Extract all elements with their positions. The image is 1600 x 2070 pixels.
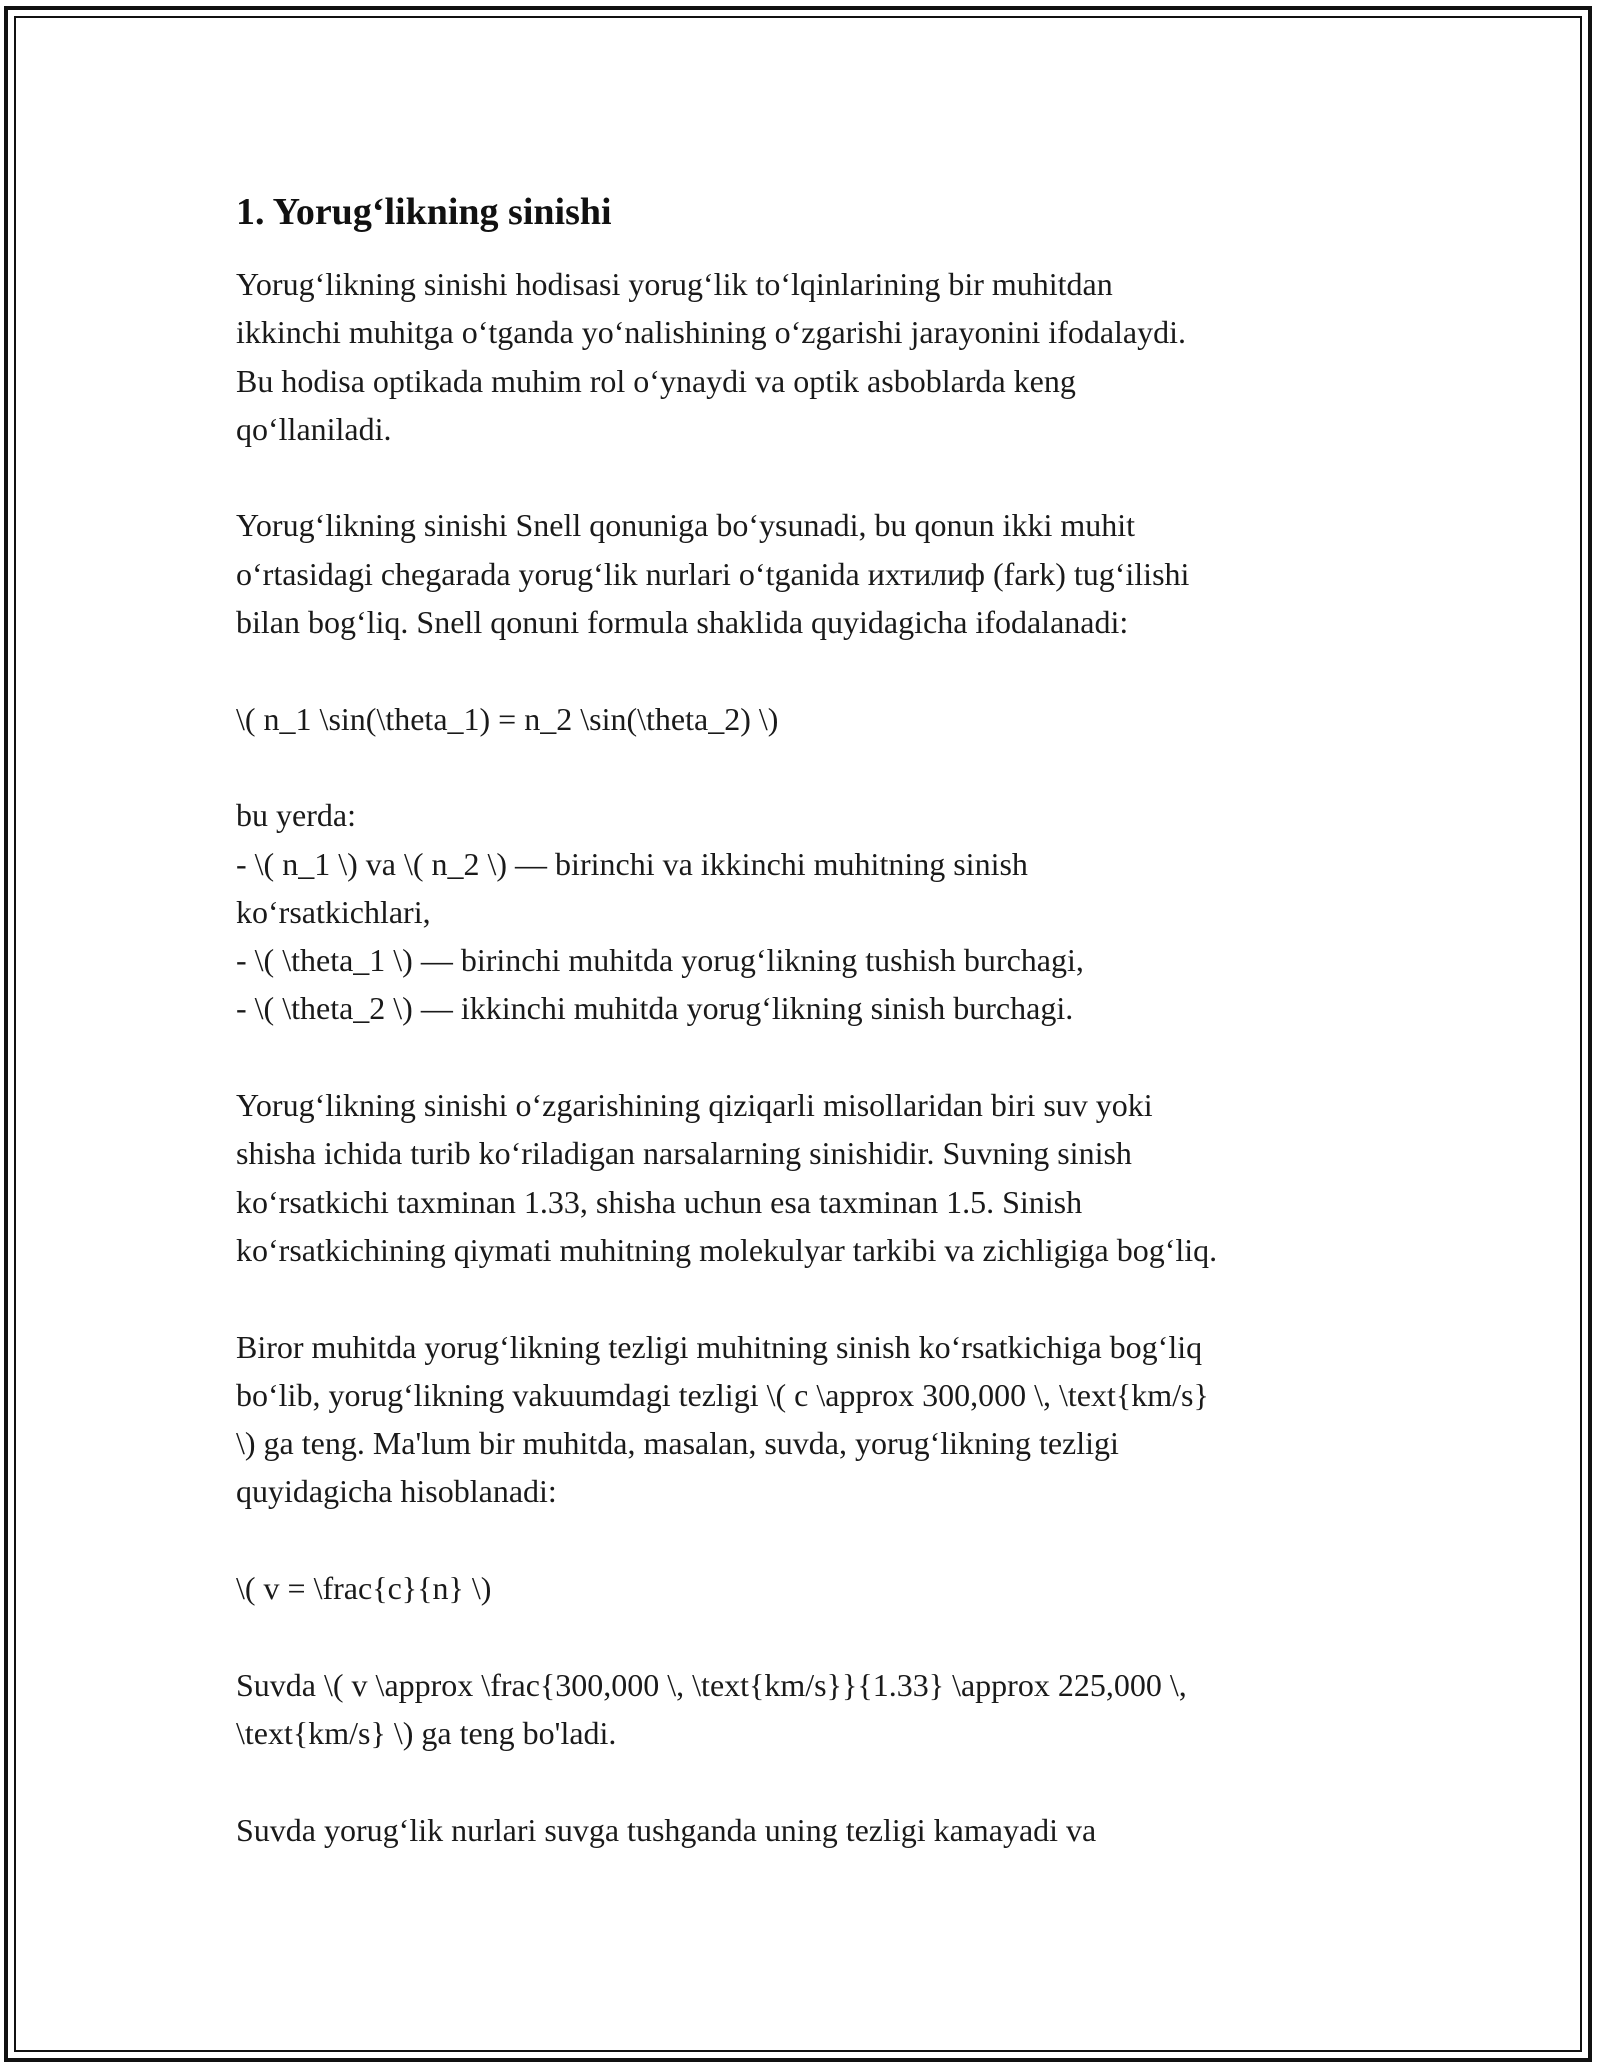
text-line: Biror muhitda yorug‘likning tezligi muhitning sinish ko‘rsatkichiga bog‘liq bbox=[236, 1328, 1203, 1365]
text-line: shisha ichida turib ko‘riladigan narsalarning sinishidir. Suvning sinish bbox=[236, 1135, 1132, 1172]
text-line: quyidagicha hisoblanadi: bbox=[236, 1473, 557, 1510]
formula-line: \( n_1 \sin(\theta_1) = n_2 \sin(\theta_2) \) bbox=[236, 700, 779, 737]
paragraph-gap bbox=[236, 453, 1396, 501]
document-body bbox=[236, 186, 1396, 1854]
text-line: \text{km/s} \) ga teng bo'ladi. bbox=[236, 1714, 617, 1751]
text-line: Suvda \( v \approx \frac{300,000 \, \text{km/s}}{1.33} \approx 225,000 \, bbox=[236, 1666, 1187, 1703]
paragraph-snell bbox=[236, 501, 1396, 646]
text-line: Bu hodisa optikada muhim rol o‘ynaydi va optik asboblarda keng bbox=[236, 362, 1076, 399]
paragraph-gap bbox=[236, 1757, 1396, 1805]
text-line: Yorug‘likning sinishi Snell qonuniga bo‘ysunadi, bu qonun ikki muhit bbox=[236, 507, 1135, 544]
paragraph-gap bbox=[236, 1516, 1396, 1564]
text-line: ko‘rsatkichi taxminan 1.33, shisha uchun esa taxminan 1.5. Sinish bbox=[236, 1183, 1083, 1220]
formula-snell-law bbox=[236, 695, 1396, 743]
list-item: - \( n_1 \) va \( n_2 \) — birinchi va ikkinchi muhitning sinish bbox=[236, 845, 1028, 882]
text-line: qo‘llaniladi. bbox=[236, 410, 392, 447]
paragraph-final bbox=[236, 1806, 1396, 1854]
formula-speed bbox=[236, 1564, 1396, 1612]
list-item: - \( \theta_2 \) — ikkinchi muhitda yorug‘likning sinish burchagi. bbox=[236, 990, 1074, 1027]
paragraph-gap bbox=[236, 1274, 1396, 1322]
paragraph-examples bbox=[236, 1081, 1396, 1274]
paragraph-gap bbox=[236, 646, 1396, 694]
text-line: bo‘lib, yorug‘likning vakuumdagi tezligi \( c \approx 300,000 \, \text{km/s} bbox=[236, 1376, 1209, 1413]
list-item: ko‘rsatkichlari, bbox=[236, 893, 431, 930]
paragraph-speed bbox=[236, 1323, 1396, 1516]
definition-list bbox=[236, 791, 1396, 1032]
paragraph-water-speed bbox=[236, 1661, 1396, 1758]
text-line: Suvda yorug‘lik nurlari suvga tushganda uning tezligi kamayadi va bbox=[236, 1811, 1097, 1848]
paragraph-gap bbox=[236, 743, 1396, 791]
list-item: - \( \theta_1 \) — birinchi muhitda yorug‘likning tushish burchagi, bbox=[236, 942, 1084, 979]
paragraph-intro bbox=[236, 260, 1396, 453]
formula-line: \( v = \frac{c}{n} \) bbox=[236, 1570, 492, 1607]
section-title: 1. Yorug‘likning sinishi bbox=[236, 191, 612, 233]
paragraph-gap bbox=[236, 1612, 1396, 1660]
text-line: \) ga teng. Ma'lum bir muhitda, masalan, suvda, yorug‘likning tezligi bbox=[236, 1425, 1119, 1462]
paragraph-gap bbox=[236, 1033, 1396, 1081]
text-line: Yorug‘likning sinishi o‘zgarishining qiziqarli misollaridan biri suv yoki bbox=[236, 1087, 1153, 1124]
list-item: bu yerda: bbox=[236, 797, 356, 834]
text-line: ikkinchi muhitga o‘tganda yo‘nalishining o‘zgarishi jarayonini ifodalaydi. bbox=[236, 314, 1186, 351]
text-line: Yorug‘likning sinishi hodisasi yorug‘lik to‘lqinlarining bir muhitdan bbox=[236, 266, 1113, 302]
text-line: bilan bog‘liq. Snell qonuni formula shaklida quyidagicha ifodalanadi: bbox=[236, 604, 1129, 641]
text-line: o‘rtasidagi chegarada yorug‘lik nurlari o‘tganida ихтилиф (fark) tug‘ilishi bbox=[236, 555, 1190, 592]
text-line: ko‘rsatkichining qiymati muhitning molekulyar tarkibi va zichligiga bog‘liq. bbox=[236, 1231, 1218, 1268]
